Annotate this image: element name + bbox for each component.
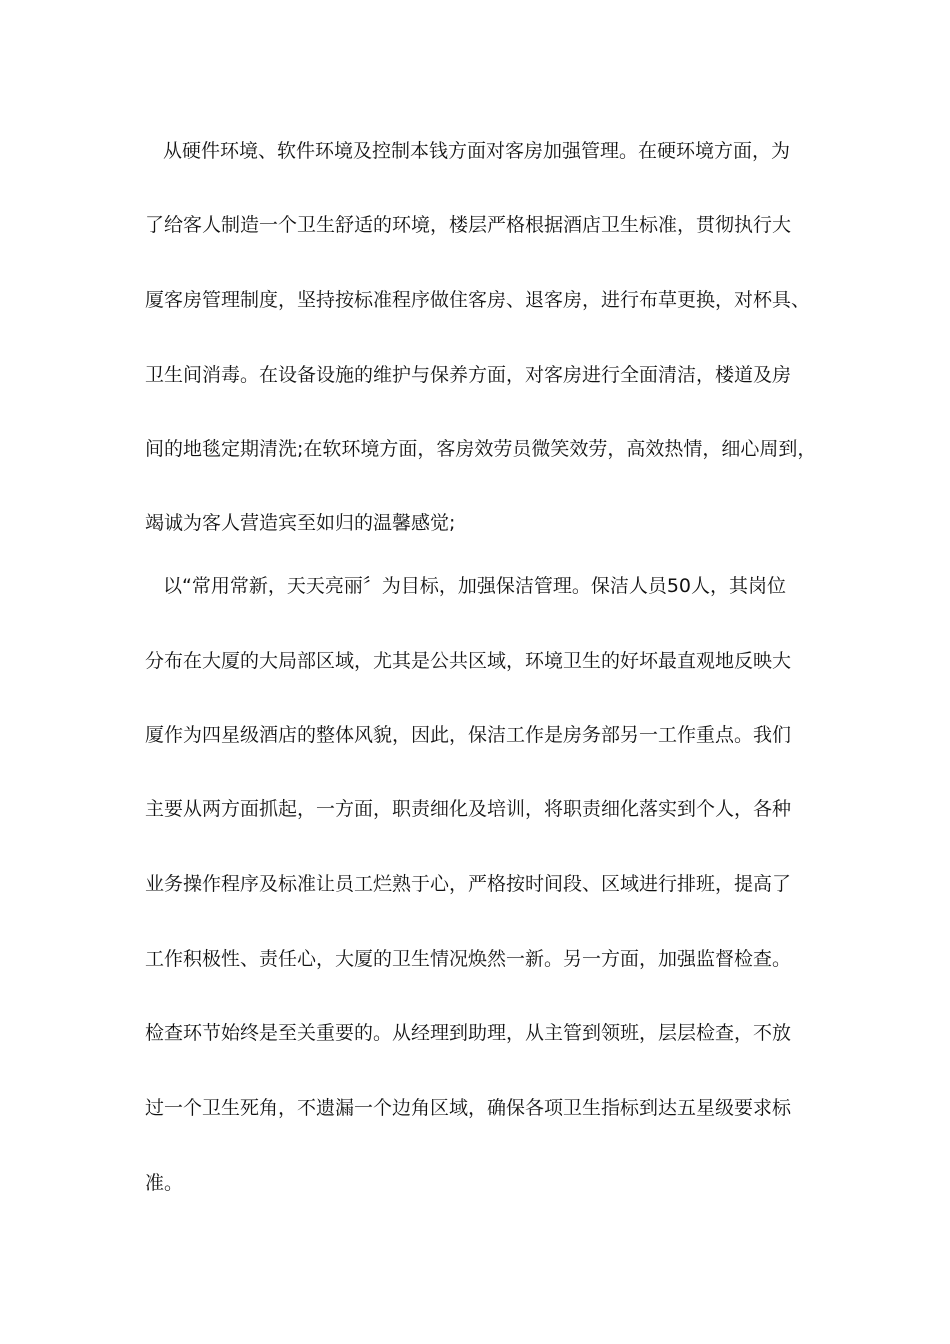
paragraph-1-line-4: 卫生间消毒。在设备设施的维护与保养方面，对客房进行全面清洁，楼道及房 <box>145 364 792 386</box>
paragraph-2-line-9: 准。 <box>145 1172 184 1194</box>
paragraph-2-line-4: 主要从两方面抓起，一方面，职责细化及培训，将职责细化落实到个人，各种 <box>145 798 792 820</box>
paragraph-2-line-1: 以“常用常新，天天亮丽〞为目标，加强保洁管理。保洁人员50人，其岗位 <box>163 575 787 597</box>
paragraph-2-line-2: 分布在大厦的大局部区域，尤其是公共区域，环境卫生的好坏最直观地反映大 <box>145 650 792 672</box>
paragraph-2-line-6: 工作积极性、责任心，大厦的卫生情况焕然一新。另一方面，加强监督检查。 <box>145 948 792 970</box>
paragraph-2-line-7: 检查环节始终是至关重要的。从经理到助理，从主管到领班，层层检查，不放 <box>145 1022 792 1044</box>
paragraph-1-line-5: 间的地毯定期清洗;在软环境方面，客房效劳员微笑效劳，高效热情，细心周到， <box>145 438 817 460</box>
paragraph-1-line-3: 厦客房管理制度，坚持按标准程序做住客房、退客房，进行布草更换，对杯具、 <box>145 289 811 311</box>
paragraph-1-line-2: 了给客人制造一个卫生舒适的环境，楼层严格根据酒店卫生标准，贯彻执行大 <box>145 214 792 236</box>
paragraph-1-line-1: 从硬件环境、软件环境及控制本钱方面对客房加强管理。在硬环境方面，为 <box>163 140 791 162</box>
paragraph-2-line-3: 厦作为四星级酒店的整体风貌，因此，保洁工作是房务部另一工作重点。我们 <box>145 724 792 746</box>
paragraph-2-line-8: 过一个卫生死角，不遗漏一个边角区域，确保各项卫生指标到达五星级要求标 <box>145 1097 792 1119</box>
paragraph-2-line-5: 业务操作程序及标准让员工烂熟于心，严格按时间段、区域进行排班，提高了 <box>145 873 792 895</box>
paragraph-1-line-6: 竭诚为客人营造宾至如归的温馨感觉; <box>145 512 456 534</box>
